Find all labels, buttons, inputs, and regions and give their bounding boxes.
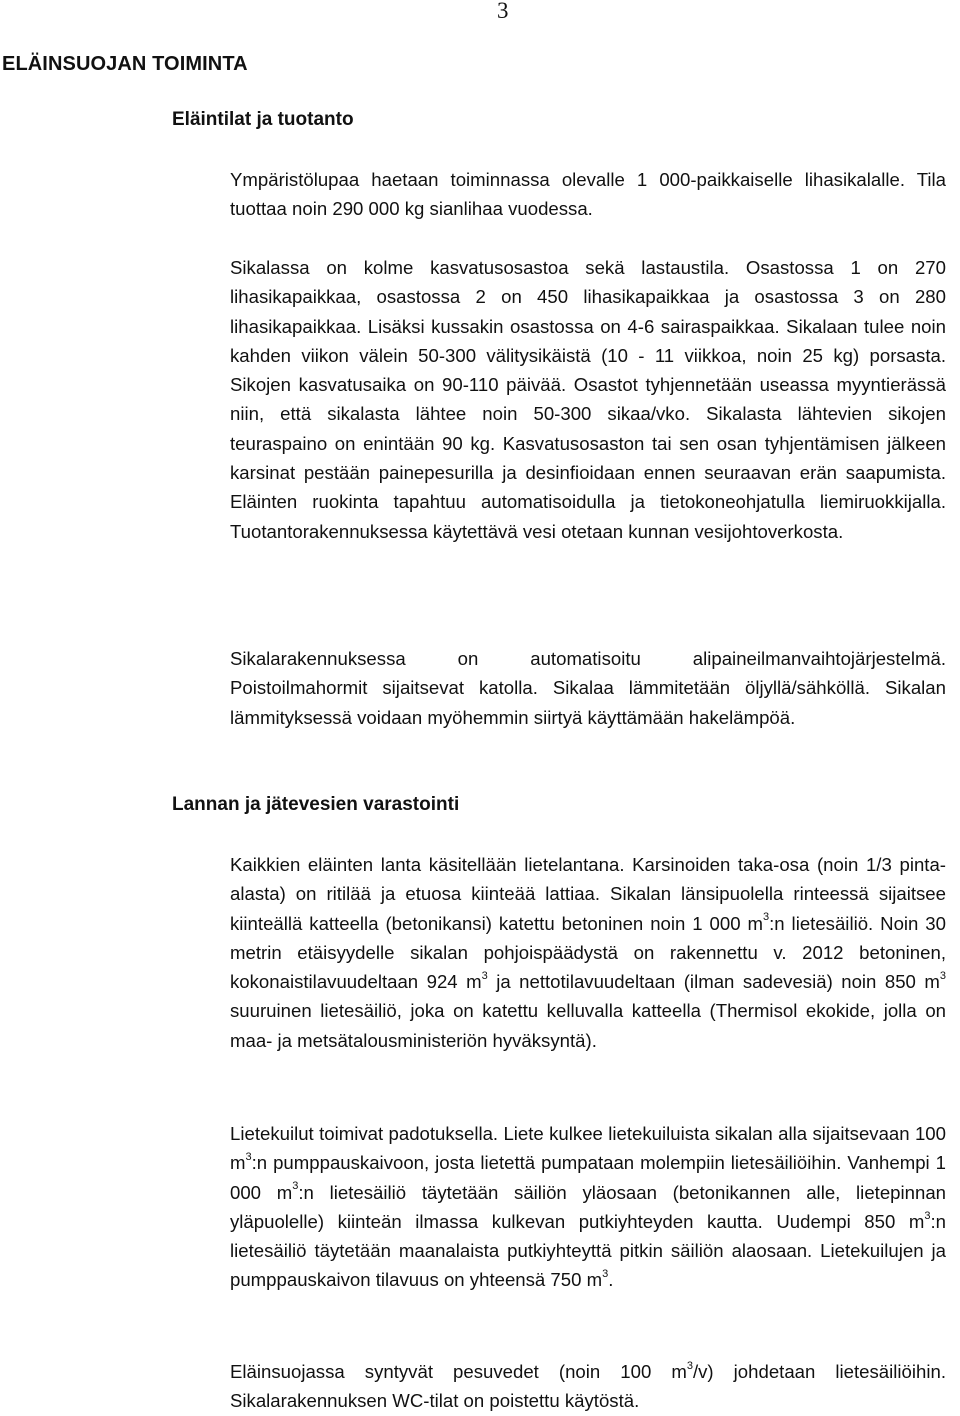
text-segment: Sikalassa on kolme kasvatusosastoa sekä lastaustila. Osastossa 1 on 270 lihasikapaikkaa, osastossa 2 on 450 lihasikapaikkaa ja osastossa 3 on 280 lihasikapaikkaa. Lisäksi kussakin osastossa on 4-6 sairaspaikkaa. Sikalaan tulee noin kahden viikon välein 50-300 välitysikäistä (10 - 11 viikkoa, noin 25 kg) porsasta. Sikojen kasvatusaika on 90-110 päivää. Osastot tyhjennetään useassa myyntierässä niin, että sikalasta lähtee noin 50-300 sikaa/vko. Sikalasta lähtevien sikojen teuraspaino on enintään 90 kg. Kasvatusosaston tai sen osan tyhjentämisen jälkeen karsinat pestään painepesurilla ja desinfioidaan ennen seuraavan erän saapumista. Eläinten ruokinta tapahtuu automatisoidulla ja tietokoneohjatulla liemiruokkijalla. Tuotantorakennuksessa käytettävä vesi otetaan kunnan vesijohtoverkosta. — [230, 257, 946, 542]
text-segment: :n lietesäiliö täytetään säiliön yläosaan (betonikannen alle, lietepinnan yläpuolelle) kiinteän ilmassa kulkevan putkiyhteyden kautta. Uudempi 850 m — [230, 1181, 946, 1232]
superscript-value: 3 — [292, 1180, 299, 1193]
text-segment: ja nettotilavuudeltaan (ilman sadevesiä) noin 850 m — [487, 971, 940, 993]
main-heading: ELÄINSUOJAN TOIMINTA — [2, 53, 248, 75]
text-segment: . — [608, 1269, 614, 1291]
superscript — [940, 971, 946, 992]
text-segment: :n lietesäiliö täytetään maanalaista putkiyhteyttä pitkin säiliön alaosaan. Lietekuilujen ja pumppauskaivon tilavuus on yhteensä 750 m — [230, 1210, 946, 1291]
paragraph — [230, 165, 946, 224]
text-segment: Lietekuilut toimivat padotuksella. Liete kulkee lietekuiluista sikalan alla sijaitsevaan 100 m — [230, 1123, 946, 1174]
text-segment: :n pumppauskaivoon, josta lietettä pumpataan molempiin lietesäiliöihin. Vanhempi 1 000 m — [230, 1152, 946, 1203]
superscript-value: 3 — [245, 1151, 252, 1164]
page-number: 3 — [497, 0, 509, 23]
text-segment: Kaikkien eläinten lanta käsitellään lietelantana. Karsinoiden taka-osa (noin 1/3 pinta-alasta) on ritilää ja etuosa kiinteää lattiaa. Sikalan länsipuolella rinteessä sijaitsee kiinteällä katteella (betonikansi) katettu betoninen noin 1 000 m — [230, 854, 946, 934]
text-segment: Ympäristölupaa haetaan toiminnassa olevalle 1 000-paikkaiselle lihasikalalle. Tila tuottaa noin 290 000 kg sianlihaa vuodessa. — [230, 169, 946, 220]
section-heading-elaintilat: Eläintilat ja tuotanto — [172, 109, 354, 130]
superscript-value: 3 — [939, 970, 946, 982]
paragraph — [230, 850, 946, 1055]
paragraph — [230, 1119, 946, 1295]
text-segment: /v) johdetaan lietesäiliöihin. Sikalarakennuksen WC-tilat on poistettu käytöstä. — [230, 1361, 946, 1412]
text-segment: suuruinen lietesäiliö, joka on katettu kelluvalla katteella (Thermisol ekokide, jolla on maa- ja metsätalousministeriön hyväksyntä). — [230, 1000, 946, 1051]
paragraph — [230, 253, 946, 546]
text-segment: :n lietesäiliö. Noin 30 metrin etäisyydelle sikalan pohjoispäädystä on rakennettu v. 2012 betoninen, kokonaistilavuudeltaan 924 m — [230, 912, 946, 993]
text-segment: Sikalarakennuksessa on automatisoitu alipaineilmanvaihtojärjestelmä. Poistoilmahormit sijaitsevat katolla. Sikalaa lämmitetään öljyllä/sähköllä. Sikalan lämmityksessä voidaan myöhemmin siirtyä käyttämään hakelämpöä. — [230, 648, 946, 728]
paragraph — [230, 644, 946, 732]
superscript-value: 3 — [763, 911, 770, 924]
text-segment: Eläinsuojassa syntyvät pesuvedet (noin 100 m — [230, 1361, 687, 1382]
paragraph — [230, 1357, 946, 1416]
section-heading-lannan-varastointi: Lannan ja jätevesien varastointi — [172, 794, 460, 815]
superscript-value: 3 — [481, 970, 488, 982]
superscript-value: 3 — [602, 1268, 609, 1281]
superscript-value: 3 — [924, 1209, 931, 1222]
superscript-value: 3 — [686, 1359, 693, 1372]
